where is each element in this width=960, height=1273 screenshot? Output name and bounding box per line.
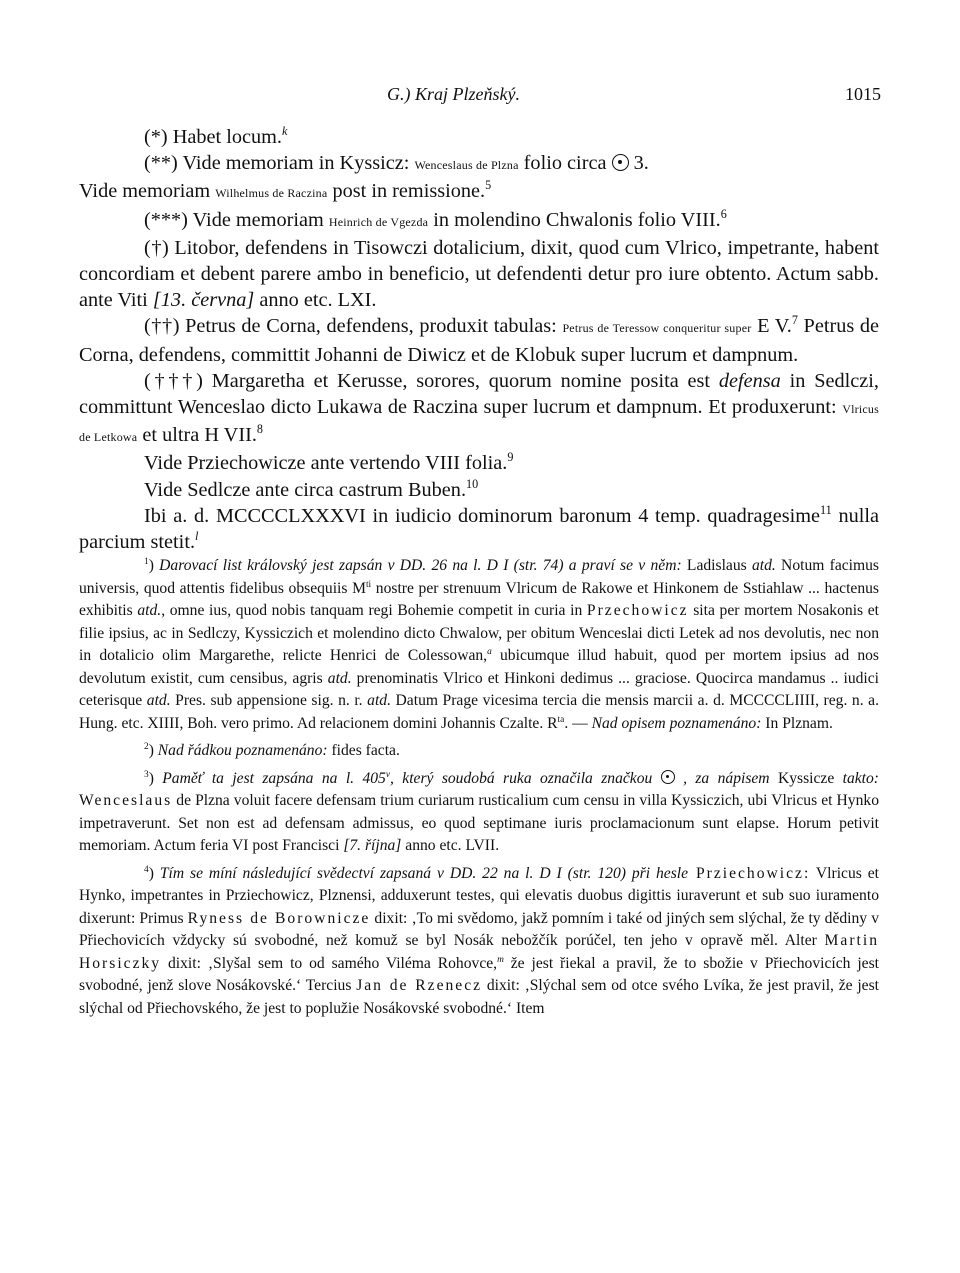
entry-vide-prziechowicze: Vide Prziechowicze ante vertendo VIII folia.$^9$ xyxy=(144,450,514,475)
footnotes xyxy=(79,555,879,1020)
entry-margaretha: (†††) Margaretha et Kerusse, sorores, quorum nomine posita est defensa in Sedlczi, committunt Wenceslao dicto Lukawa de Raczina super lucrum et dampnum. Et produxerunt: Vlricus de Letkowa et ultra H VII.$^8$ xyxy=(79,369,879,447)
footnote-number: 3 xyxy=(144,769,149,780)
entry-ibi: Ibi a. d. MCCCCLXXXVI in iudicio dominorum baronum 4 temp. quadragesime$^{11}$ nulla parcium stetit.$^l$ xyxy=(79,503,879,554)
page-number: 1015 xyxy=(845,84,881,104)
entry-vgezda: (***) Vide memoriam Heinrich de Vgezda in molendino Chwalonis folio VIII.$^6$ xyxy=(144,206,727,231)
footnote-3: $^3$) Paměť ta jest zapsána na l. 405$^v$, který soudobá ruka označila značkou , za nápisem Kyssicze takto: Wenceslaus de Plzna voluit facere defensam trium curiarum rusticalium cum censu in villa Kyssiczich, ubi Vlricus et Hynko impetraverunt. Set non est ad defensam admissus, eo quod septimane iuris proclamacionum sunt elapse. Horum petivit memoriam. Actum feria VI post Francisci [7. října] anno etc. LVII. xyxy=(79,769,879,855)
footnote-number: 4 xyxy=(144,864,149,875)
running-header xyxy=(79,84,879,114)
entry-habet-locum: (*) Habet locum.$^k$ xyxy=(144,124,288,148)
footnote-2: $^2$) Nad řádkou poznamenáno: fides facta. xyxy=(144,742,400,760)
footnote-number: 1 xyxy=(144,557,149,568)
entry-kyssicz: (**) Vide memoriam in Kyssicz: Wenceslaus de Plzna folio circa 3. Vide memoriam Wilhelmus de Raczina post in remissione.$^5$ xyxy=(79,152,649,203)
circled-dot-icon xyxy=(661,770,675,784)
main-text xyxy=(79,124,879,555)
circled-dot-icon xyxy=(612,154,629,171)
running-title: G.) Kraj Plzeňský. xyxy=(387,84,520,104)
entry-litobor: (†) Litobor, defendens in Tisowczi dotalicium, dixit, quod cum Vlrico, impetrante, habent concordiam et debent parere ambo in beneficio, ut defendenti detur pro iure obtento. Actum sabb. ante Viti [13. června] anno etc. LXI. xyxy=(79,236,879,312)
footnote-number: 2 xyxy=(144,742,149,753)
footnote-1: $^1$) Darovací list královský jest zapsán v DD. 26 na l. D I (str. 74) a praví se v něm: Ladislaus atd. Notum facimus universis, quod attentis fidelibus obsequiis $M^{ti}$ nostre per strenuum Vlricum de Rakowe et Hinkonem de Sstiahlaw ... hactenus exhibitis atd., omne ius, quod nobis tanquam regi Bohemie competit in curia in Przechowicz sita per mortem Nosakonis et filie ipsius, ac in Sedlczy, Kyssiczich et molendino dicto Chwalow, per obitum Wenceslai dicti Letek ad nos devolutis, nec non in dotalicio olim Margarethe, relicte Henrici de Colessowan,$^a$ ubicumque illud habuit, quod per mortem ipsius ad nos devolutum existit, cum censibus, agris atd. prenominatis Vlrico et Hinkoni dedimus ... graciose. Quocirca mandamus .. iudici ceterisque atd. Pres. sub appensione sig. n. r. atd. Datum Prage vicesima tercia die mensis marcii a. d. MCCCCLIIII, reg. n. a. Hung. etc. XIIII, Boh. vero primo. Ad relacionem domini Johannis Czalte. $R^{ta}$. — Nad opisem poznamenáno: In Plznam. xyxy=(79,557,880,732)
entry-vide-sedlcze: Vide Sedlcze ante circa castrum Buben.$^{10}$ xyxy=(144,476,479,501)
document-page xyxy=(79,84,879,1020)
footnote-4: $^4$) Tím se míní následující svědectví zapsaná v DD. 22 na l. D I (str. 120) při hesle Prziechowicz: Vlricus et Hynko, impetrantes in Prziechowicz, Plznensi, adduxerunt testes, qui elevatis duobus digittis iuraverunt et sub suo iuramento dixerunt: Primus Ryness de Borownicze dixit: ‚To mi svědomo, jakž pomním i také od jiných sem slýchal, že ty dědiny v Přiechovicích vždycky sú svobodné, než komuž se byl Nosák nebožčík porúčel, ten jeho v opravě měl. Alter Martin Horsiczky dixit: ‚Slyšal sem to od samého Viléma Rohovce,$^m$ že jest řiekal a pravil, že to sbožie v Přiechovicích jest svobodné, jenž slove Nosákovské.‘ Tercius Jan de Rzenecz dixit: ‚Slýchal sem od otce svého Lvíka, že jest pravil, že jest slýchal od Přiechovského, že jest to poplužie Nosákovské svobodné.‘ Item xyxy=(79,864,879,1017)
entry-petrus-de-corna: (††) Petrus de Corna, defendens, produxit tabulas: Petrus de Teressow conqueritur super E V.$^7$ Petrus de Corna, defendens, committit Johanni de Diwicz et de Klobuk super lucrum et dampnum. xyxy=(79,313,880,366)
